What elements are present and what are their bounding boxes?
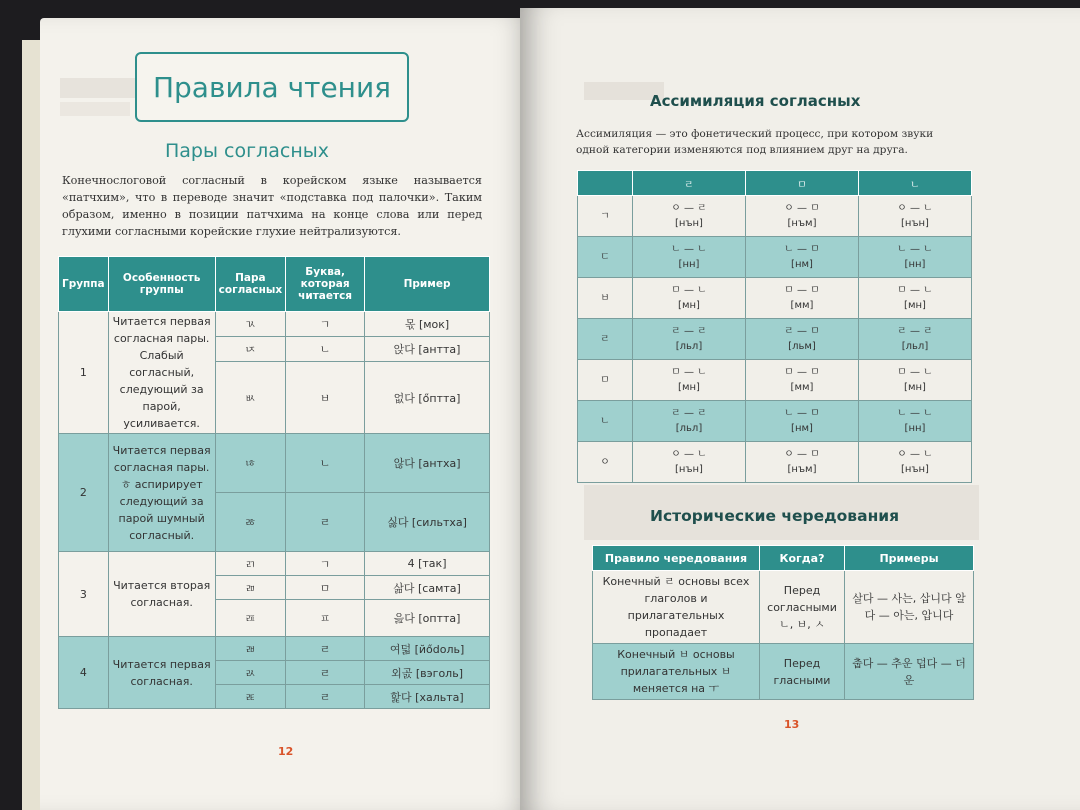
assim-cell [746, 237, 859, 278]
assim-cell [633, 319, 746, 360]
table-row [59, 312, 490, 337]
assim-cell [859, 278, 972, 319]
assim-cell-change: ㅁ — ㅁ [784, 285, 820, 296]
read-letter: ㄴ [286, 434, 365, 493]
section-subtitle: Пары согласных [165, 140, 329, 162]
read-letter: ㅁ [286, 576, 365, 600]
consonant-pair: ㄵ [215, 337, 285, 362]
assim-cell [859, 401, 972, 442]
table-row [593, 644, 974, 700]
assim-cell-sound: [нъм] [787, 218, 817, 229]
read-letter: ㅂ [286, 362, 365, 434]
col-header-feature: Особенность группы [108, 257, 215, 312]
col-header-letter: Буква, которая читается [286, 257, 365, 312]
assim-cell-sound: [мн] [904, 300, 926, 311]
assim-cell [633, 196, 746, 237]
assim-header-empty [578, 171, 633, 196]
assim-cell-sound: [нън] [675, 464, 703, 475]
assim-cell-sound: [мн] [678, 382, 700, 393]
hist-rule: Конечный ㄹ основы всех глаголов и прилагательных пропадает [593, 571, 760, 644]
table-row [578, 319, 972, 360]
hist-examples: 춥다 — 추운 덥다 — 더운 [845, 644, 974, 700]
assim-row-head: ㅇ [578, 442, 633, 483]
example: 외곬 [вэголь] [365, 661, 490, 685]
example: 핥다 [хальта] [365, 685, 490, 709]
hist-rule: Конечный ㅂ основы прилагательных ㅂ меняется на ㅜ [593, 644, 760, 700]
assim-cell-sound: [мм] [790, 300, 814, 311]
assim-row-head: ㅂ [578, 278, 633, 319]
assim-cell-sound: [нн] [904, 259, 926, 270]
assim-cell-sound: [нън] [675, 218, 703, 229]
group-number: 1 [59, 312, 109, 434]
hist-header-examples: Примеры [845, 546, 974, 571]
read-letter: ㄹ [286, 685, 365, 709]
assim-cell-change: ㅇ — ㄹ [671, 203, 707, 214]
assim-cell-sound: [мм] [790, 382, 814, 393]
assim-cell [859, 360, 972, 401]
read-letter: ㅍ [286, 600, 365, 637]
assim-cell-sound: [льл] [901, 341, 929, 352]
assim-header-nieun: ㄴ [859, 171, 972, 196]
col-header-pair: Пара согласных [215, 257, 285, 312]
assim-cell-sound: [нън] [901, 464, 929, 475]
table-row [59, 552, 490, 576]
assim-cell-change: ㅇ — ㅁ [784, 449, 820, 460]
hist-when: Перед согласными ㄴ, ㅂ, ㅅ [760, 571, 845, 644]
assim-cell [746, 442, 859, 483]
assim-cell-change: ㄴ — ㄴ [897, 408, 933, 419]
assim-cell [746, 196, 859, 237]
example: 4 [так] [365, 552, 490, 576]
consonant-pair: ㄳ [215, 312, 285, 337]
assimilation-text: Ассимиляция — это фонетический процесс, при котором звуки одной категории изменяются под влиянием друг на друга. [576, 128, 934, 156]
assim-cell-sound: [нн] [904, 423, 926, 434]
table-row [593, 571, 974, 644]
assim-cell [633, 278, 746, 319]
hist-when: Перед гласными [760, 644, 845, 700]
assim-cell [633, 237, 746, 278]
group-description: Читается вторая согласная. [108, 552, 215, 637]
col-header-example: Пример [365, 257, 490, 312]
table-row [578, 196, 972, 237]
table-row [578, 237, 972, 278]
table-row [578, 360, 972, 401]
table-row [578, 278, 972, 319]
hist-header-rule: Правило чередования [593, 546, 760, 571]
assim-cell-change: ㅇ — ㄴ [897, 449, 933, 460]
assim-cell-change: ㄹ — ㄹ [897, 326, 933, 337]
read-letter: ㄹ [286, 637, 365, 661]
assim-cell-change: ㅇ — ㄴ [671, 449, 707, 460]
example: 몫 [мок] [365, 312, 490, 337]
consonant-pair: ㅄ [215, 362, 285, 434]
intro-paragraph: Конечнослоговой согласный в корейском языке называется «патчхим», что в переводе значит «подставка под палочки». Таким образом, именно в позиции патчхима на конце слова или перед глухими согласными корейские глухие нейтрализуются. [62, 174, 482, 238]
assim-cell-change: ㅇ — ㄴ [897, 203, 933, 214]
table-row [59, 434, 490, 493]
consonant-pairs-table [58, 256, 490, 709]
historical-title: Исторические чередования [650, 507, 900, 525]
assim-cell-sound: [льм] [788, 341, 816, 352]
assim-cell-change: ㄴ — ㅁ [784, 244, 820, 255]
assim-cell-change: ㅁ — ㅁ [784, 367, 820, 378]
group-number: 3 [59, 552, 109, 637]
example: 여덟 [йődоль] [365, 637, 490, 661]
page-number-right: 13 [784, 718, 800, 731]
consonant-pair: ㅀ [215, 493, 285, 552]
page-title: Правила чтения [135, 52, 409, 122]
book-edge [22, 40, 42, 810]
assim-cell-sound: [нън] [901, 218, 929, 229]
group-number: 4 [59, 637, 109, 709]
assim-cell-sound: [мн] [678, 300, 700, 311]
assim-cell-sound: [нм] [791, 423, 813, 434]
assim-cell [859, 442, 972, 483]
assim-cell-change: ㄹ — ㄹ [671, 326, 707, 337]
group-description: Читается первая согласная пары. ㅎ аспирирует следующий за парой шумный согласный. [108, 434, 215, 552]
assim-cell [633, 442, 746, 483]
assim-cell [859, 319, 972, 360]
read-letter: ㄹ [286, 493, 365, 552]
group-number: 2 [59, 434, 109, 552]
consonant-pair: ㄾ [215, 685, 285, 709]
hist-examples: 살다 — 사는, 삽니다 알다 — 아는, 압니다 [845, 571, 974, 644]
page-number-left: 12 [278, 745, 294, 758]
group-description: Читается первая согласная пары. Слабый согласный, следующий за парой, усиливается. [108, 312, 215, 434]
assimilation-table [577, 170, 972, 483]
example: 싫다 [сильтха] [365, 493, 490, 552]
table-row [578, 442, 972, 483]
assim-cell [633, 360, 746, 401]
assim-cell [633, 401, 746, 442]
assim-cell [746, 401, 859, 442]
assim-row-head: ㄹ [578, 319, 633, 360]
assim-cell-change: ㄴ — ㄴ [671, 244, 707, 255]
assim-cell-sound: [мн] [904, 382, 926, 393]
assim-cell-change: ㄴ — ㅁ [784, 408, 820, 419]
consonant-pair: ㄿ [215, 600, 285, 637]
assim-header-mieum: ㅁ [746, 171, 859, 196]
assim-row-head: ㄱ [578, 196, 633, 237]
col-header-group: Группа [59, 257, 109, 312]
table-row [59, 637, 490, 661]
assim-cell-change: ㅁ — ㄴ [671, 367, 707, 378]
table-row [578, 401, 972, 442]
example: 않다 [антха] [365, 434, 490, 493]
example: 삶다 [самта] [365, 576, 490, 600]
read-letter: ㄹ [286, 661, 365, 685]
example: 읊다 [оптта] [365, 600, 490, 637]
assim-cell-sound: [нм] [791, 259, 813, 270]
read-letter: ㄱ [286, 552, 365, 576]
assim-cell-change: ㄹ — ㅁ [784, 326, 820, 337]
consonant-pair: ㄻ [215, 576, 285, 600]
faint-decoration [60, 102, 130, 116]
assim-row-head: ㅁ [578, 360, 633, 401]
historical-table [592, 545, 974, 700]
assim-cell-change: ㅁ — ㄴ [671, 285, 707, 296]
read-letter: ㄱ [286, 312, 365, 337]
group-description: Читается первая согласная. [108, 637, 215, 709]
assim-cell [746, 319, 859, 360]
assim-cell [746, 360, 859, 401]
assim-row-head: ㄷ [578, 237, 633, 278]
assim-cell [859, 237, 972, 278]
assim-cell-change: ㅁ — ㄴ [897, 285, 933, 296]
example: 앉다 [антта] [365, 337, 490, 362]
consonant-pair: ㄽ [215, 661, 285, 685]
consonant-pair: ㄶ [215, 434, 285, 493]
assim-header-rieul: ㄹ [633, 171, 746, 196]
assimilation-title: Ассимиляция согласных [650, 92, 861, 110]
read-letter: ㄴ [286, 337, 365, 362]
assim-cell-sound: [нъм] [787, 464, 817, 475]
hist-header-when: Когда? [760, 546, 845, 571]
consonant-pair: ㄼ [215, 637, 285, 661]
assim-cell-sound: [льл] [675, 423, 703, 434]
assim-cell [746, 278, 859, 319]
assim-cell-change: ㅁ — ㄴ [897, 367, 933, 378]
assim-cell-sound: [нн] [678, 259, 700, 270]
example: 없다 [őптта] [365, 362, 490, 434]
consonant-pair: ㄺ [215, 552, 285, 576]
assim-cell-sound: [льл] [675, 341, 703, 352]
assim-cell [859, 196, 972, 237]
assim-cell-change: ㅇ — ㅁ [784, 203, 820, 214]
assim-row-head: ㄴ [578, 401, 633, 442]
assim-cell-change: ㄴ — ㄴ [897, 244, 933, 255]
assim-cell-change: ㄹ — ㄹ [671, 408, 707, 419]
